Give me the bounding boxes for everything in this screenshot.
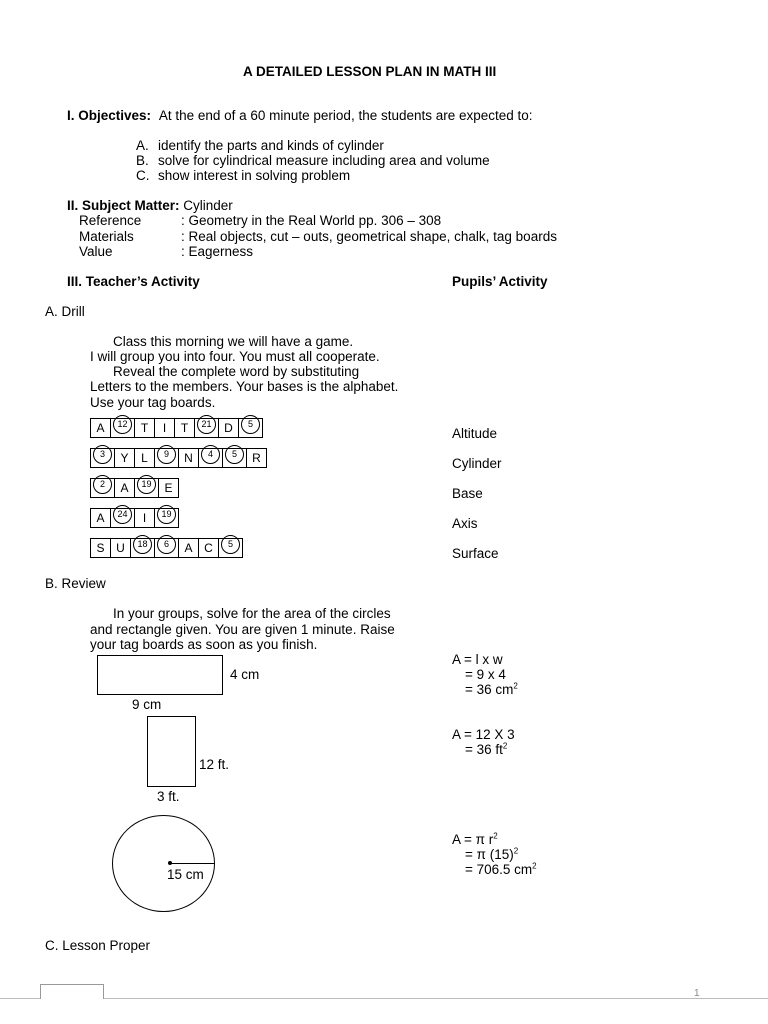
subject-matter-heading: II. Subject Matter: bbox=[67, 198, 180, 213]
puzzle-tiles bbox=[90, 448, 267, 468]
puzzle-letter-tile bbox=[110, 538, 131, 558]
puzzle-letter: I bbox=[142, 511, 147, 525]
puzzle-letter: A bbox=[184, 541, 193, 555]
pupil-answer: Surface bbox=[452, 546, 499, 561]
puzzle-number-tile bbox=[154, 448, 179, 468]
puzzle-letter-tile bbox=[90, 538, 111, 558]
puzzle-number: 24 bbox=[113, 505, 132, 524]
puzzle-letter: N bbox=[184, 451, 193, 465]
objectives-line bbox=[67, 108, 533, 123]
puzzle-number: 3 bbox=[93, 445, 112, 464]
puzzle-letter-tile bbox=[134, 418, 155, 438]
document-title: A DETAILED LESSON PLAN IN MATH III bbox=[243, 64, 497, 79]
puzzle-letter: A bbox=[120, 481, 129, 495]
puzzle-number-tile bbox=[110, 418, 135, 438]
puzzle-number: 6 bbox=[157, 535, 176, 554]
puzzle-number: 2 bbox=[93, 475, 112, 494]
puzzle-number: 5 bbox=[221, 535, 240, 554]
puzzle-number-tile bbox=[238, 418, 263, 438]
subject-row-label: Reference bbox=[79, 213, 142, 228]
review-line: your tag boards as soon as you finish. bbox=[90, 637, 318, 652]
puzzle-tiles bbox=[90, 508, 179, 528]
objective-item bbox=[136, 153, 490, 168]
puzzle-letter: T bbox=[140, 421, 149, 435]
pupil-answer: Cylinder bbox=[452, 456, 502, 471]
puzzle-letter: A bbox=[96, 421, 105, 435]
puzzle-number-tile bbox=[90, 448, 115, 468]
puzzle-number-tile bbox=[134, 478, 159, 498]
puzzle-letter-tile bbox=[90, 418, 111, 438]
circle-radius-label: 15 cm bbox=[167, 867, 204, 882]
puzzle-number: 4 bbox=[201, 445, 220, 464]
lesson-proper-heading: C. Lesson Proper bbox=[45, 938, 151, 953]
answer-text: = 706.5 cm bbox=[465, 862, 533, 877]
puzzle-number-tile bbox=[218, 538, 243, 558]
drill-line: Reveal the complete word by substituting bbox=[113, 364, 360, 379]
puzzle-letter: Y bbox=[120, 451, 129, 465]
rectangle-shape bbox=[97, 655, 223, 695]
puzzle-letter: E bbox=[164, 481, 173, 495]
puzzle-letter: I bbox=[162, 421, 167, 435]
puzzle-number: 21 bbox=[197, 415, 216, 434]
objective-marker: C. bbox=[136, 168, 150, 183]
pupil-answer: Axis bbox=[452, 516, 478, 531]
puzzle-number-tile bbox=[154, 508, 179, 528]
answer-exponent: 2 bbox=[513, 681, 518, 691]
review-answer-line bbox=[465, 862, 537, 877]
objective-item bbox=[136, 168, 350, 183]
puzzle-letter: U bbox=[116, 541, 125, 555]
subject-row-value: : Real objects, cut – outs, geometrical shape, chalk, tag boards bbox=[181, 229, 557, 244]
objectives-intro: At the end of a 60 minute period, the students are expected to: bbox=[158, 108, 533, 123]
puzzle-letter-tile bbox=[178, 538, 199, 558]
puzzle-letter-tile bbox=[134, 448, 155, 468]
review-heading: B. Review bbox=[45, 576, 106, 591]
subject-matter-line bbox=[67, 198, 233, 213]
puzzle-letter-tile bbox=[90, 508, 111, 528]
teacher-activity-heading: III. Teacher’s Activity bbox=[67, 274, 200, 289]
review-answer-line bbox=[465, 742, 507, 757]
footer-tab bbox=[40, 984, 104, 999]
objective-text: show interest in solving problem bbox=[158, 168, 351, 183]
drill-heading: A. Drill bbox=[45, 304, 85, 319]
subject-matter-topic: Cylinder bbox=[183, 198, 233, 213]
puzzle-number-tile bbox=[110, 508, 135, 528]
answer-text: = 36 ft bbox=[465, 742, 503, 757]
review-answer-line bbox=[452, 832, 498, 847]
subject-row-label: Materials bbox=[79, 229, 134, 244]
puzzle-letter: C bbox=[204, 541, 213, 555]
puzzle-letter-tile bbox=[134, 508, 155, 528]
drill-line: Class this morning we will have a game. bbox=[113, 334, 354, 349]
puzzle-number: 5 bbox=[225, 445, 244, 464]
puzzle-letter-tile bbox=[246, 448, 267, 468]
rectangle-height-label: 12 ft. bbox=[199, 757, 230, 772]
answer-exponent: 2 bbox=[502, 741, 508, 751]
puzzle-tiles bbox=[90, 538, 243, 558]
subject-row-value: : Geometry in the Real World pp. 306 – 308 bbox=[181, 213, 442, 228]
objective-text: solve for cylindrical measure including area and volume bbox=[158, 153, 490, 168]
answer-text: = 36 cm bbox=[465, 682, 514, 697]
drill-line: Use your tag boards. bbox=[90, 395, 216, 410]
puzzle-number-tile bbox=[154, 538, 179, 558]
puzzle-letter: S bbox=[96, 541, 105, 555]
puzzle-letter-tile bbox=[174, 418, 195, 438]
puzzle-letter: A bbox=[96, 511, 105, 525]
answer-exponent: 2 bbox=[493, 831, 498, 841]
objective-text: identify the parts and kinds of cylinder bbox=[158, 138, 384, 153]
puzzle-number-tile bbox=[222, 448, 247, 468]
puzzle-number: 12 bbox=[113, 415, 132, 434]
review-line: and rectangle given. You are given 1 minute. Raise bbox=[90, 622, 395, 637]
puzzle-letter-tile bbox=[114, 478, 135, 498]
puzzle-number: 9 bbox=[157, 445, 176, 464]
pupil-answer: Base bbox=[452, 486, 483, 501]
puzzle-number-tile bbox=[130, 538, 155, 558]
puzzle-letter: T bbox=[180, 421, 189, 435]
objectives-heading: I. Objectives: bbox=[67, 108, 152, 123]
puzzle-letter: L bbox=[141, 451, 148, 465]
puzzle-number: 18 bbox=[133, 535, 152, 554]
rectangle-width-label: 3 ft. bbox=[157, 789, 180, 804]
puzzle-letter-tile bbox=[218, 418, 239, 438]
puzzle-letter-tile bbox=[178, 448, 199, 468]
drill-line: Letters to the members. Your bases is the alphabet. bbox=[90, 379, 399, 394]
puzzle-tiles bbox=[90, 418, 263, 438]
puzzle-letter-tile bbox=[114, 448, 135, 468]
objective-marker: A. bbox=[136, 138, 149, 153]
review-answer-line bbox=[465, 847, 518, 862]
answer-text: = π (15) bbox=[465, 847, 514, 862]
review-line: In your groups, solve for the area of the circles bbox=[113, 606, 391, 621]
review-answer-line bbox=[465, 682, 518, 697]
puzzle-number-tile bbox=[198, 448, 223, 468]
puzzle-tiles bbox=[90, 478, 179, 498]
puzzle-number: 19 bbox=[157, 505, 176, 524]
rectangle-height-label: 4 cm bbox=[230, 667, 260, 682]
puzzle-letter-tile bbox=[198, 538, 219, 558]
review-answer-line: A = l x w bbox=[452, 652, 503, 667]
puzzle-number: 5 bbox=[241, 415, 260, 434]
answer-exponent: 2 bbox=[532, 861, 537, 871]
rectangle-shape bbox=[147, 716, 196, 787]
subject-row-label: Value bbox=[79, 244, 113, 259]
answer-exponent: 2 bbox=[513, 846, 519, 856]
drill-line: I will group you into four. You must all cooperate. bbox=[90, 349, 380, 364]
puzzle-number: 19 bbox=[137, 475, 156, 494]
answer-text: A = π r bbox=[452, 832, 494, 847]
circle-radius-line bbox=[170, 863, 215, 864]
objective-item bbox=[136, 138, 384, 153]
puzzle-letter-tile bbox=[154, 418, 175, 438]
puzzle-letter-tile bbox=[158, 478, 179, 498]
rectangle-width-label: 9 cm bbox=[132, 697, 162, 712]
subject-row-value: : Eagerness bbox=[181, 244, 254, 259]
puzzle-letter: R bbox=[252, 451, 261, 465]
puzzle-number-tile bbox=[194, 418, 219, 438]
pupil-answer: Altitude bbox=[452, 426, 498, 441]
pupils-activity-heading: Pupils’ Activity bbox=[452, 274, 548, 289]
puzzle-number-tile bbox=[90, 478, 115, 498]
review-answer-line: = 9 x 4 bbox=[465, 667, 506, 682]
page-number: 1 bbox=[694, 988, 700, 999]
review-answer-line: A = 12 X 3 bbox=[452, 727, 515, 742]
objective-marker: B. bbox=[136, 153, 149, 168]
puzzle-letter: D bbox=[224, 421, 233, 435]
footer-divider bbox=[0, 998, 768, 999]
